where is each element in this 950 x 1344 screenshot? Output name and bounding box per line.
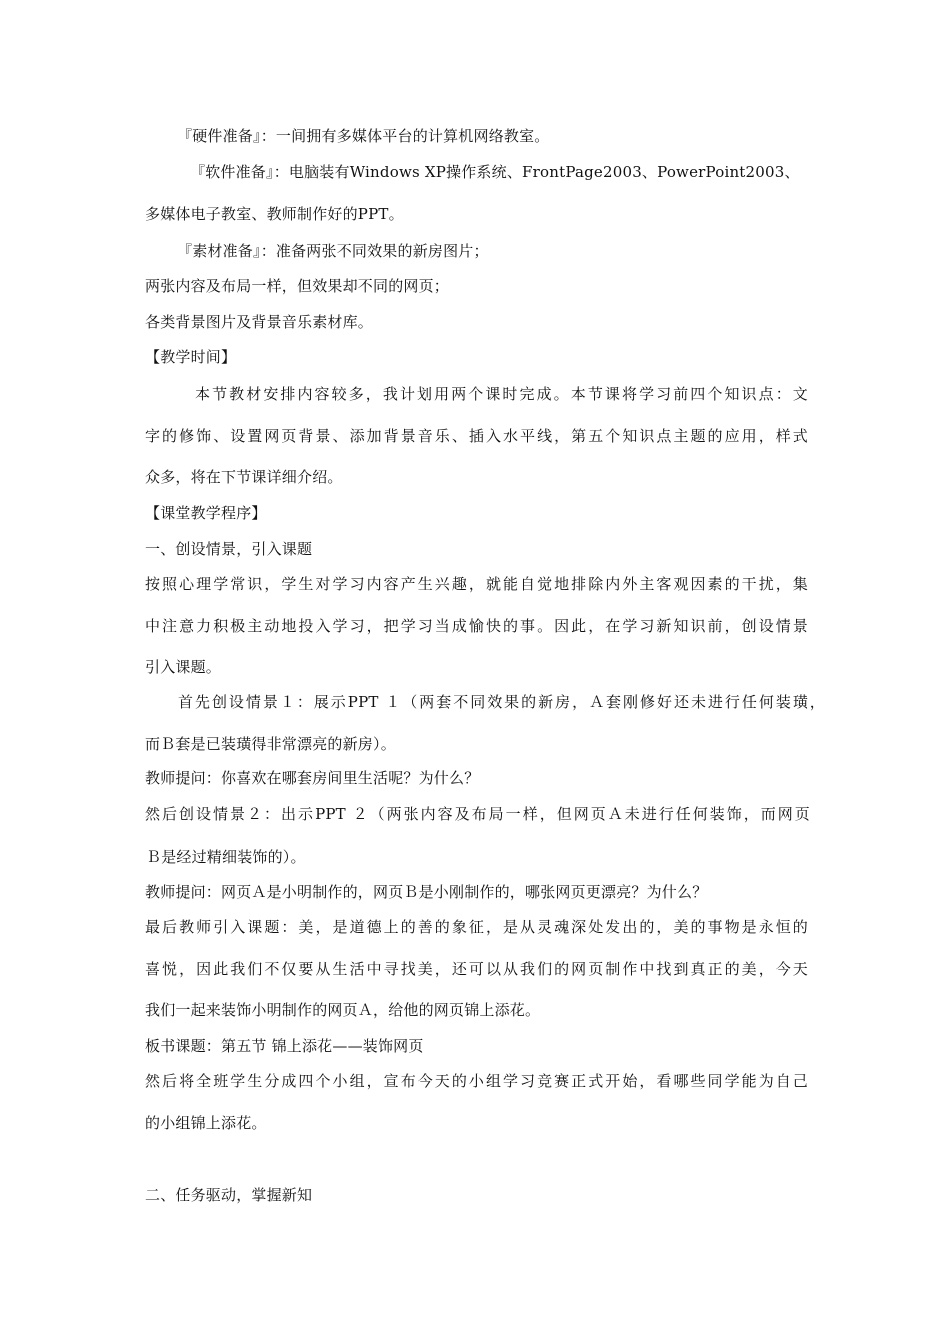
paragraph-line: Ｂ是经过精细装饰的）。 <box>146 848 306 866</box>
paragraph-line: 按照心理学常识，学生对学习内容产生兴趣，就能自觉地排除内外主客观因素的干扰，集 <box>145 575 808 593</box>
subheading-scenario: 一、创设情景，引入课题 <box>145 540 313 558</box>
paragraph-line: 本节教材安排内容较多，我计划用两个课时完成。本节课将学习前四个知识点：文 <box>195 385 808 403</box>
paragraph-line: 首先创设情景１：展示PPT １（两套不同效果的新房，Ａ套刚修好还未进行任何装璜， <box>178 693 825 711</box>
paragraph-line: 众多，将在下节课详细介绍。 <box>145 468 343 486</box>
hardware-prep-line: 『硬件准备』：一间拥有多媒体平台的计算机网络教室。 <box>177 127 550 145</box>
paragraph-line: 最后教师引入课题：美，是道德上的善的象征，是从灵魂深处发出的，美的事物是永恒的 <box>145 918 808 936</box>
paragraph-line: 然后将全班学生分成四个小组，宣布今天的小组学习竞赛正式开始，看哪些同学能为自己 <box>145 1072 808 1090</box>
subheading-task-driven: 二、任务驱动，掌握新知 <box>145 1186 313 1204</box>
paragraph-line: 喜悦，因此我们不仅要从生活中寻找美，还可以从我们的网页制作中找到真正的美，今天 <box>145 960 808 978</box>
paragraph-line: 而Ｂ套是已装璜得非常漂亮的新房）。 <box>145 735 396 753</box>
paragraph-line: 我们一起来装饰小明制作的网页Ａ，给他的网页锦上添花。 <box>145 1001 541 1019</box>
software-prep-line: 『软件准备』：电脑装有Windows XP操作系统、FrontPage2003、PowerPoint2003、 <box>190 163 800 181</box>
material-prep-line-2: 两张内容及布局一样，但效果却不同的网页； <box>145 277 450 295</box>
paragraph-line: 中注意力积极主动地投入学习，把学习当成愉快的事。因此，在学习新知识前，创设情景 <box>145 617 808 635</box>
paragraph-line: 字的修饰、设置网页背景、添加背景音乐、插入水平线，第五个知识点主题的应用，样式 <box>145 427 808 445</box>
software-prep-line-2: 多媒体电子教室、教师制作好的PPT。 <box>145 205 404 223</box>
paragraph-line: 引入课题。 <box>145 658 222 676</box>
paragraph-line: 教师提问：你喜欢在哪套房间里生活呢？为什么？ <box>145 769 480 787</box>
paragraph-line: 的小组锦上添花。 <box>145 1114 267 1132</box>
section-heading-procedure: 【课堂教学程序】 <box>145 504 267 522</box>
material-prep-line-3: 各类背景图片及背景音乐素材库。 <box>145 313 374 331</box>
board-title-line: 板书课题：第五节 锦上添花——装饰网页 <box>145 1037 424 1055</box>
material-prep-line: 『素材准备』：准备两张不同效果的新房图片； <box>177 242 489 260</box>
paragraph-line: 然后创设情景２：出示PPT ２（两张内容及布局一样，但网页Ａ未进行任何装饰，而网页 <box>145 805 810 823</box>
section-heading-teaching-time: 【教学时间】 <box>145 348 237 366</box>
paragraph-line: 教师提问：网页Ａ是小明制作的，网页Ｂ是小刚制作的，哪张网页更漂亮？为什么？ <box>145 883 708 901</box>
